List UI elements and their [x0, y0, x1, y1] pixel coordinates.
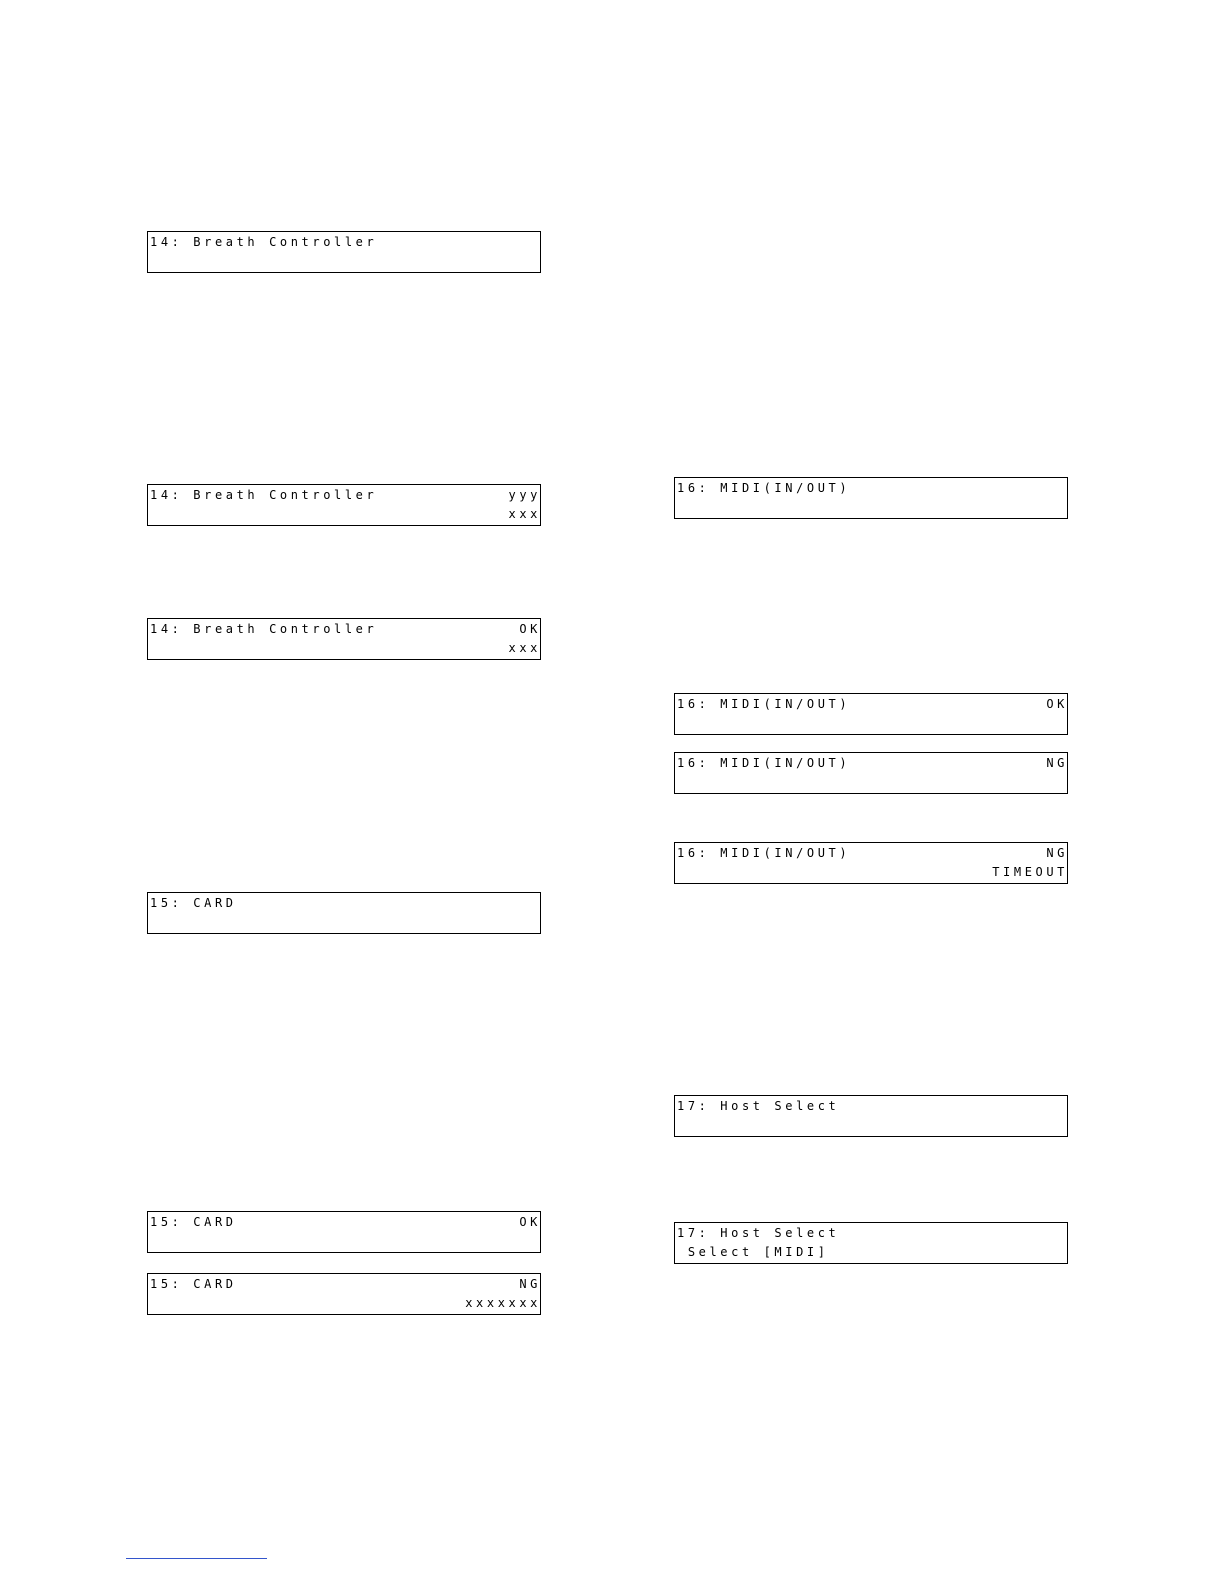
- lcd-line-1-text: 15: CARD: [150, 896, 237, 910]
- lcd-line-1: [677, 695, 1068, 713]
- lcd-host-select-midi: [674, 1222, 1068, 1264]
- lcd-midi-ng: [674, 752, 1068, 794]
- lcd-breath-controller-idle: [147, 231, 541, 273]
- lcd-card-ok: [147, 1211, 541, 1253]
- lcd-line-1: [150, 620, 541, 638]
- lcd-line-1: [150, 894, 538, 912]
- lcd-line-1-text: 15: CARD: [150, 1215, 237, 1229]
- lcd-line-1-status: OK: [1046, 697, 1068, 711]
- lcd-card-ng: [147, 1273, 541, 1315]
- lcd-line-1-text: 14: Breath Controller: [150, 235, 378, 249]
- lcd-line-2: [677, 863, 1068, 881]
- lcd-line-2-text: Select [MIDI]: [677, 1245, 829, 1259]
- lcd-line-1-status: OK: [519, 1215, 541, 1229]
- lcd-line-1-text: 14: Breath Controller: [150, 622, 378, 636]
- lcd-line-2-value: xxx: [508, 507, 541, 521]
- lcd-line-1: [677, 1224, 1065, 1242]
- lcd-line-1-text: 15: CARD: [150, 1277, 237, 1291]
- lcd-line-1-text: 17: Host Select: [677, 1226, 840, 1240]
- lcd-line-1-status: NG: [1046, 756, 1068, 770]
- lcd-midi-ng-timeout: [674, 842, 1068, 884]
- lcd-line-1-status: NG: [1046, 846, 1068, 860]
- lcd-line-2: [150, 505, 541, 523]
- lcd-line-1-text: 17: Host Select: [677, 1099, 840, 1113]
- lcd-host-select-idle: [674, 1095, 1068, 1137]
- lcd-midi-ok: [674, 693, 1068, 735]
- lcd-line-1-text: 16: MIDI(IN/OUT): [677, 756, 851, 770]
- lcd-line-2: [150, 639, 541, 657]
- lcd-line-2: [677, 1243, 1065, 1261]
- lcd-card-idle: [147, 892, 541, 934]
- lcd-line-1: [677, 1097, 1065, 1115]
- lcd-line-1: [677, 479, 1065, 497]
- lcd-line-1-status: OK: [519, 622, 541, 636]
- lcd-line-2-value: TIMEOUT: [992, 865, 1068, 879]
- lcd-line-1: [150, 486, 541, 504]
- lcd-breath-controller-values: [147, 484, 541, 526]
- lcd-line-2-value: xxxxxxx: [465, 1296, 541, 1310]
- lcd-line-1-text: 16: MIDI(IN/OUT): [677, 846, 851, 860]
- lcd-line-1: [677, 844, 1068, 862]
- lcd-line-1-status: NG: [519, 1277, 541, 1291]
- lcd-line-1: [677, 754, 1068, 772]
- lcd-line-1: [150, 1213, 541, 1231]
- lcd-line-1-text: 14: Breath Controller: [150, 488, 378, 502]
- lcd-line-1: [150, 1275, 541, 1293]
- lcd-line-2-value: xxx: [508, 641, 541, 655]
- lcd-line-1-value: yyy: [508, 488, 541, 502]
- lcd-line-1-text: 16: MIDI(IN/OUT): [677, 481, 851, 495]
- lcd-breath-controller-ok: [147, 618, 541, 660]
- lcd-midi-idle: [674, 477, 1068, 519]
- lcd-line-2: [150, 1294, 541, 1312]
- lcd-line-1: [150, 233, 538, 251]
- footer-rule: [126, 1558, 267, 1559]
- lcd-line-1-text: 16: MIDI(IN/OUT): [677, 697, 851, 711]
